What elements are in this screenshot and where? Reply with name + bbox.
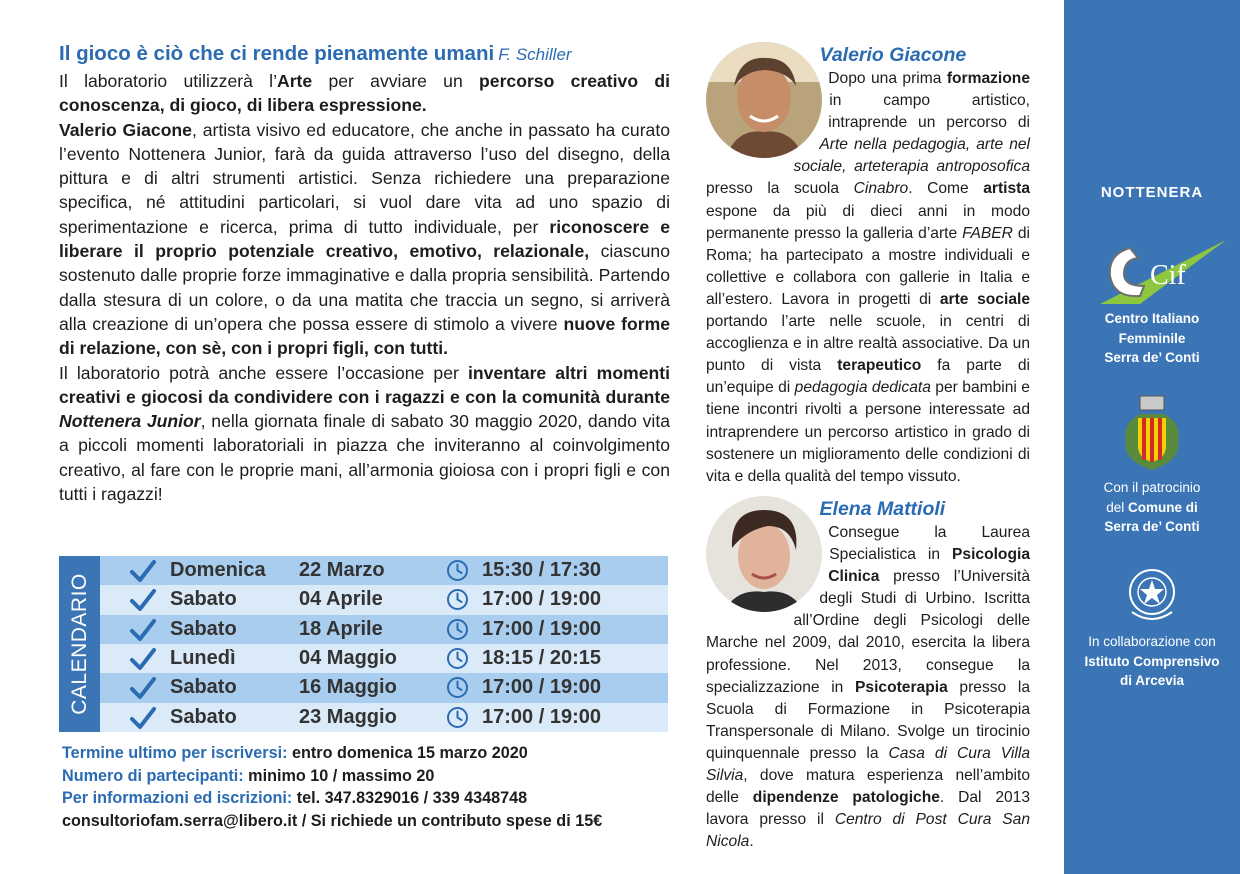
cif-label: Centro Italiano Femminile Serra de’ Conti bbox=[1104, 311, 1200, 365]
calendar-date: 04 Maggio bbox=[299, 646, 397, 669]
comune-crest-icon bbox=[1120, 394, 1184, 472]
calendar-date: 22 Marzo bbox=[299, 559, 385, 581]
registration-info bbox=[62, 742, 672, 833]
valerio-photo bbox=[706, 42, 822, 158]
clock-icon bbox=[446, 647, 469, 670]
calendar-time: 17:00 / 19:00 bbox=[482, 617, 601, 640]
calendar-date: 16 Maggio bbox=[299, 676, 397, 699]
calendar-date: 04 Aprile bbox=[299, 588, 383, 611]
calendar-row bbox=[100, 703, 668, 732]
artist-paragraph: Valerio Giacone, artista visivo ed educatore, che anche in passato ha curato l’evento Nottenera Junior, farà da guida attraverso l’uso del disegno, della pittura e di altri strumenti artistici. Senza richiedere una preparazione specifica, né attitudini particolari, si vuol dare vita ad uno spazio di sperimentazione e ricerca, prima di tutto individuale, per riconoscere e liberare il proprio potenziale creativo, emotivo, relazionale, ciascuno sostenuto dalle proprie forze immaginative e dalla propria sensibilità. Partendo dalla stesura di un colore, o da una matita che traccia un segno, si arriverà alla creazione di un’opera che possa essere di stimolo a vivere nuove forme di relazione, con sè, con i propri figli, con tutti. bbox=[59, 119, 671, 359]
elena-photo bbox=[706, 496, 822, 612]
email-line: consultoriofam.serra@libero.it / Si richiede un contributo spese di 15€ bbox=[62, 812, 603, 831]
calendar-table bbox=[59, 556, 668, 732]
calendar-day: Sabato bbox=[170, 617, 237, 640]
calendar-day: Domenica bbox=[170, 559, 266, 581]
calendar-row bbox=[100, 585, 668, 614]
clock-icon bbox=[446, 588, 469, 611]
calendar-day: Sabato bbox=[170, 676, 237, 699]
deadline-line: Termine ultimo per iscriversi: entro domenica 15 marzo 2020 bbox=[62, 744, 528, 762]
calendar-row bbox=[100, 644, 668, 673]
calendar-row bbox=[100, 615, 668, 644]
clock-icon bbox=[446, 618, 469, 641]
svg-text:Cif: Cif bbox=[1150, 260, 1186, 291]
check-icon bbox=[130, 618, 156, 642]
collaboration-label: In collaborazione con Istituto Comprensivo di Arcevia bbox=[1084, 634, 1220, 688]
check-icon bbox=[130, 706, 156, 730]
calendar-rows bbox=[100, 556, 668, 732]
calendar-time: 17:00 / 19:00 bbox=[482, 705, 601, 728]
check-icon bbox=[130, 676, 156, 700]
calendar-day: Sabato bbox=[170, 705, 237, 728]
calendar-day: Sabato bbox=[170, 588, 237, 611]
participants-line: Numero di partecipanti: minimo 10 / massimo 20 bbox=[62, 766, 435, 785]
event-paragraph: Il laboratorio potrà anche essere l’occasione per inventare altri momenti creativi e giocosi da condividere con i ragazzi e con la comunità durante Nottenera Junior, nella giornata finale di sabato 30 maggio 2020, dando vita a piccoli momenti laboratoriali in piazza che inviteranno al coinvolgimento creativo, al fare con le proprie mani, all’armonia gioiosa con i propri figli e con tutti i ragazzi! bbox=[59, 362, 670, 505]
clock-icon bbox=[446, 559, 469, 582]
calendar-time: 17:00 / 19:00 bbox=[482, 676, 601, 699]
repubblica-emblem-icon bbox=[1122, 562, 1182, 626]
headline-title: Il gioco è ciò che ci rende pienamente umani bbox=[59, 42, 495, 65]
description bbox=[59, 69, 670, 506]
bio-text-elena: Consegue la Laurea Specialistica in Psicologia Clinica presso l’Università degli Studi di Urbino. Iscritta all’Ordine degli Psicologi delle Marche nel 2009, dal 2010, esercita la libera professione. Nel 2013, consegue la specializzazione in Psicoterapia presso la Scuola di Formazione in Psicoterapia Transpersonale di Milano. Svolge un tirocinio quinquennale presso la Casa di Cura Villa Silvia, dove matura esperienza nell’ambito delle dipendenze patologiche. Dal 2013 lavora presso il Centro di Post Cura San Nicola. bbox=[706, 524, 1031, 851]
calendar-row bbox=[100, 556, 668, 585]
check-icon bbox=[130, 559, 156, 583]
bio-name-elena: Elena Mattioli bbox=[819, 498, 946, 520]
bio-name-valerio: Valerio Giacone bbox=[819, 44, 967, 66]
bio-elena bbox=[706, 496, 1030, 853]
contact-line: Per informazioni ed iscrizioni: tel. 347.8329016 / 339 4348748 bbox=[62, 789, 528, 808]
clock-icon bbox=[446, 706, 469, 729]
calendar-time: 17:00 / 19:00 bbox=[482, 588, 601, 611]
bio-text-valerio: Dopo una prima formazione in campo artistico, intraprende un percorso di Arte nella pedagogia, arte nel sociale, arteterapia antroposofica presso la scuola Cinabro. Come artista espone da più di dieci anni in modo permanente presso la galleria d’arte FABER di Roma; ha partecipato a mostre individuali e collettive e collabora con gallerie in Italia e all’estero. Lavora in progetti di arte sociale portando l’arte nelle scuole, in centri di accoglienza e in altre realtà associative. Da un punto di vista terapeutico fa parte di un’equipe di pedagogia dedicata per bambini e tiene incontri rivolti a persone interessate ad intraprendere un percorso artistico in grado di sostenere un miglioramento delle condizioni di vita e della qualità del tempo vissuto. bbox=[706, 70, 1031, 485]
nottenera-logo: NOTTENERA bbox=[1100, 184, 1204, 201]
clock-icon bbox=[446, 676, 469, 699]
sponsor-sidebar bbox=[1064, 0, 1240, 874]
calendar-date: 23 Maggio bbox=[299, 705, 397, 728]
headline-author: F. Schiller bbox=[498, 45, 572, 64]
bio-valerio bbox=[706, 42, 1030, 488]
cif-logo-icon bbox=[1100, 236, 1226, 306]
headline bbox=[59, 40, 670, 69]
calendar-row bbox=[100, 673, 668, 702]
check-icon bbox=[130, 647, 156, 671]
calendar-day: Lunedì bbox=[170, 646, 236, 669]
patronage-label: Con il patrocinio del Comune di Serra de’ Conti bbox=[1103, 480, 1201, 534]
main-text-column bbox=[59, 40, 670, 506]
calendar-date: 18 Aprile bbox=[299, 617, 383, 640]
intro-paragraph: Il laboratorio utilizzerà l’Arte per avviare un percorso creativo di conoscenza, di gioco, di libera espressione. bbox=[59, 71, 670, 116]
calendar-time: 15:30 / 17:30 bbox=[482, 559, 601, 581]
calendar-tab: CALENDARIO bbox=[59, 556, 100, 732]
check-icon bbox=[130, 588, 156, 612]
calendar-time: 18:15 / 20:15 bbox=[482, 646, 601, 669]
